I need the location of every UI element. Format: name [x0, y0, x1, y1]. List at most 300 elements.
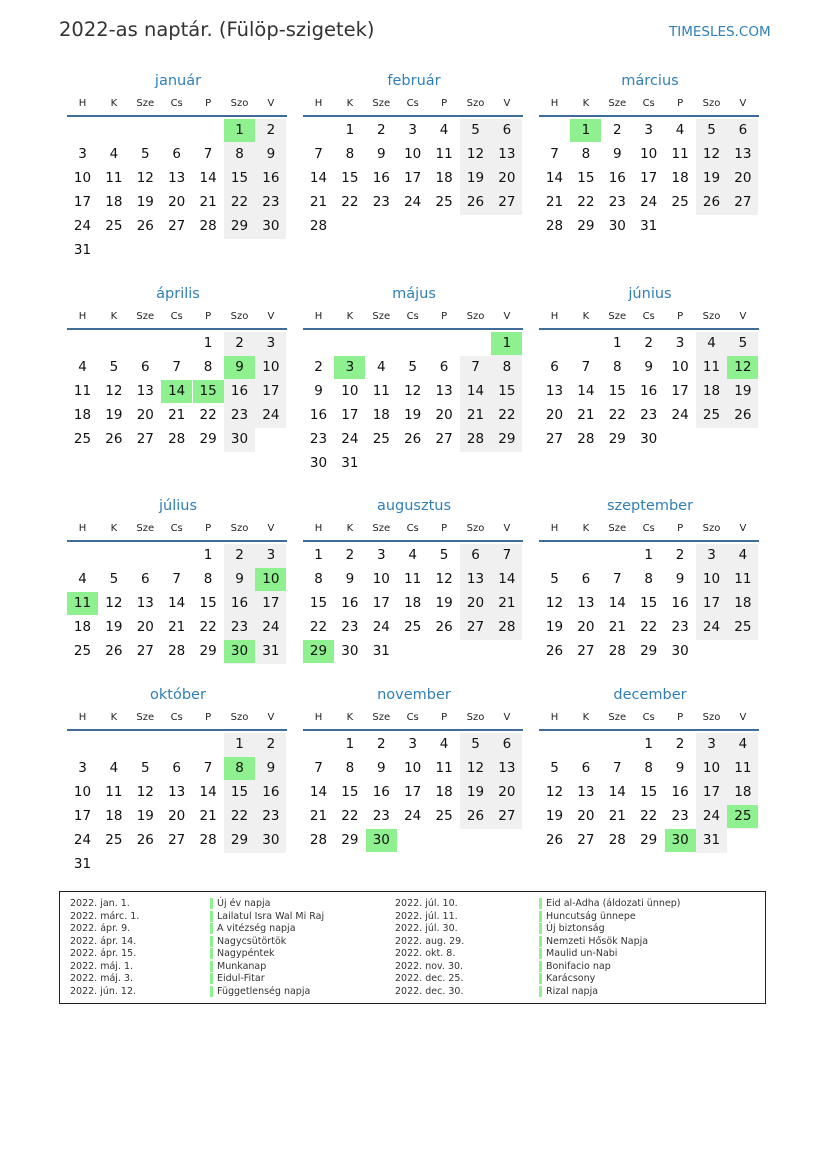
month-name: január — [154, 73, 202, 89]
day-cell: 5 — [550, 571, 559, 587]
day-cell: 4 — [707, 335, 716, 351]
day-cell: 28 — [577, 431, 595, 447]
weekday-header: P — [441, 311, 448, 322]
weekday-header: K — [582, 712, 590, 723]
day-cell: 13 — [435, 383, 453, 399]
day-cell: 8 — [613, 359, 622, 375]
day-cell: 2 — [266, 736, 276, 752]
day-cell: 15 — [309, 595, 328, 611]
holiday-date: 2022. júl. 11. — [395, 910, 458, 922]
day-cell: 27 — [435, 431, 453, 447]
weekday-header: Cs — [170, 712, 183, 723]
day-cell: 30 — [608, 218, 626, 234]
day-cell: 20 — [136, 407, 154, 423]
weekday-header: K — [582, 523, 590, 534]
day-cell: 20 — [435, 407, 453, 423]
day-cell: 22 — [230, 194, 249, 210]
holiday-name: Eid al-Adha (áldozati ünnep) — [539, 898, 680, 909]
weekday-header: K — [346, 523, 354, 534]
weekday-header: K — [582, 311, 590, 322]
holiday-date: 2022. ápr. 15. — [70, 948, 137, 959]
day-cell: 23 — [608, 194, 626, 210]
day-cell: 20 — [168, 808, 186, 824]
day-cell: 30 — [341, 643, 359, 659]
day-cell: 20 — [498, 784, 516, 800]
day-cell: 11 — [73, 383, 92, 399]
day-cell: 16 — [230, 595, 249, 611]
month-name: február — [387, 73, 441, 89]
day-cell: 9 — [675, 571, 685, 587]
day-cell: 12 — [404, 383, 422, 399]
day-cell: 2 — [377, 122, 386, 138]
weekday-header: V — [267, 311, 275, 322]
holiday-name: Huncutság ünnepe — [539, 911, 636, 922]
day-cell: 10 — [702, 760, 721, 776]
day-cell: 25 — [404, 619, 422, 635]
day-cell: 22 — [230, 808, 249, 824]
weekday-header: Cs — [642, 98, 655, 109]
day-cell: 19 — [734, 383, 752, 399]
weekday-header: K — [110, 98, 118, 109]
weekday-header: Sze — [608, 311, 627, 322]
day-cell: 26 — [136, 832, 154, 848]
day-cell: 8 — [235, 146, 244, 162]
day-cell: 9 — [613, 146, 622, 162]
day-cell: 3 — [408, 736, 417, 752]
day-cell: 7 — [613, 571, 622, 587]
holiday-date: 2022. júl. 10. — [395, 898, 458, 909]
day-cell: 23 — [671, 808, 689, 824]
weekday-header: P — [677, 712, 684, 723]
day-cell: 17 — [640, 170, 658, 186]
day-cell: 2 — [644, 335, 653, 351]
day-cell: 1 — [613, 335, 622, 351]
day-cell: 28 — [309, 218, 328, 234]
holiday-name: Függetlenség napja — [210, 986, 310, 997]
day-cell: 21 — [309, 808, 328, 824]
weekday-header: Szo — [230, 523, 249, 534]
day-cell: 4 — [377, 359, 386, 375]
day-cell: 22 — [640, 619, 658, 635]
day-cell: 11 — [702, 359, 721, 375]
site-link[interactable]: TIMESLES.COM — [669, 24, 771, 40]
holiday-day: 9 — [224, 356, 255, 379]
weekday-header: V — [503, 98, 511, 109]
day-cell: 30 — [262, 832, 280, 848]
day-cell: 10 — [702, 571, 721, 587]
day-cell: 28 — [545, 218, 564, 234]
day-cell: 29 — [608, 431, 626, 447]
day-cell: 19 — [404, 407, 422, 423]
day-cell: 21 — [168, 407, 186, 423]
day-cell: 6 — [502, 122, 512, 138]
day-cell: 23 — [262, 808, 280, 824]
weekday-header: Szo — [230, 311, 249, 322]
day-cell: 1 — [345, 122, 355, 138]
weekday-header: V — [739, 98, 747, 109]
weekday-header: K — [110, 712, 118, 723]
holiday-name: Új biztonság — [539, 923, 605, 934]
day-cell: 8 — [644, 760, 653, 776]
weekday-header: V — [503, 311, 511, 322]
day-cell: 7 — [613, 760, 622, 776]
holiday-date: 2022. dec. 25. — [395, 973, 464, 984]
day-cell: 6 — [172, 760, 181, 776]
day-cell: 5 — [550, 760, 559, 776]
day-cell: 1 — [644, 547, 653, 563]
month-name: szeptember — [606, 498, 694, 514]
day-cell: 11 — [435, 146, 453, 162]
day-cell: 10 — [372, 571, 390, 587]
day-cell: 7 — [172, 571, 181, 587]
weekday-header: Cs — [642, 523, 655, 534]
weekday-header: V — [739, 712, 747, 723]
day-cell: 24 — [404, 194, 422, 210]
day-cell: 10 — [404, 760, 422, 776]
day-cell: 3 — [78, 760, 87, 776]
day-cell: 22 — [577, 194, 595, 210]
month-divider — [67, 328, 287, 330]
day-cell: 13 — [136, 595, 154, 611]
day-cell: 21 — [608, 808, 626, 824]
day-cell: 30 — [230, 431, 249, 447]
month-divider — [67, 115, 287, 117]
day-cell: 29 — [199, 431, 217, 447]
weekday-header: K — [110, 523, 118, 534]
weekday-header: V — [503, 712, 511, 723]
day-cell: 7 — [172, 359, 181, 375]
weekday-header: H — [78, 712, 87, 723]
day-cell: 22 — [341, 194, 359, 210]
day-cell: 22 — [640, 808, 658, 824]
holiday-name: Nagypéntek — [210, 948, 275, 959]
weekday-header: V — [739, 523, 747, 534]
day-cell: 8 — [345, 146, 355, 162]
day-cell: 13 — [168, 170, 186, 186]
day-cell: 27 — [498, 808, 516, 824]
day-cell: 30 — [262, 218, 280, 234]
day-cell: 2 — [266, 122, 276, 138]
day-cell: 19 — [545, 808, 564, 824]
day-cell: 26 — [545, 643, 564, 659]
day-cell: 1 — [644, 736, 653, 752]
day-cell: 20 — [498, 170, 516, 186]
holiday-date: 2022. nov. 30. — [395, 960, 464, 972]
day-cell: 15 — [577, 170, 595, 186]
day-cell: 11 — [404, 571, 422, 587]
weekday-header: Sze — [372, 311, 391, 322]
day-cell: 16 — [640, 383, 658, 399]
day-cell: 29 — [577, 218, 595, 234]
weekday-header: H — [550, 311, 559, 322]
day-cell: 27 — [136, 431, 154, 447]
day-cell: 19 — [702, 170, 721, 186]
month-name: június — [628, 286, 672, 302]
day-cell: 27 — [577, 832, 595, 848]
day-cell: 23 — [640, 407, 658, 423]
day-cell: 26 — [404, 431, 422, 447]
day-cell: 17 — [404, 170, 422, 186]
day-cell: 13 — [577, 595, 595, 611]
weekday-header: V — [503, 523, 511, 534]
day-cell: 3 — [78, 146, 87, 162]
day-cell: 24 — [73, 832, 92, 848]
day-cell: 11 — [435, 760, 453, 776]
day-cell: 22 — [608, 407, 626, 423]
day-cell: 15 — [640, 595, 658, 611]
month-name: december — [613, 687, 687, 703]
holiday-date: 2022. dec. 30. — [395, 985, 464, 997]
day-cell: 16 — [671, 595, 689, 611]
day-cell: 12 — [545, 595, 564, 611]
day-cell: 10 — [262, 359, 280, 375]
day-cell: 13 — [498, 760, 516, 776]
day-cell: 26 — [466, 194, 485, 210]
day-cell: 15 — [199, 595, 217, 611]
day-cell: 26 — [734, 407, 752, 423]
weekday-header: Cs — [642, 311, 655, 322]
day-cell: 19 — [466, 784, 485, 800]
day-cell: 23 — [262, 194, 280, 210]
day-cell: 20 — [577, 619, 595, 635]
weekday-header: P — [441, 712, 448, 723]
day-cell: 20 — [545, 407, 564, 423]
day-cell: 12 — [105, 383, 123, 399]
day-cell: 5 — [109, 571, 119, 587]
weekday-header: Sze — [372, 98, 391, 109]
day-cell: 16 — [262, 170, 280, 186]
day-cell: 13 — [168, 784, 186, 800]
day-cell: 9 — [235, 571, 244, 587]
holiday-name: Nemzeti Hősök Napja — [539, 936, 648, 947]
day-cell: 15 — [341, 784, 359, 800]
day-cell: 21 — [466, 407, 485, 423]
day-cell: 4 — [109, 760, 119, 776]
day-cell: 5 — [408, 359, 417, 375]
day-cell: 23 — [372, 194, 390, 210]
month-divider — [539, 729, 759, 731]
day-cell: 8 — [345, 760, 355, 776]
day-cell: 26 — [545, 832, 564, 848]
weekday-header: H — [314, 311, 323, 322]
day-cell: 16 — [230, 383, 249, 399]
day-cell: 26 — [435, 619, 453, 635]
holiday-date: 2022. márc. 1. — [70, 910, 140, 922]
day-cell: 26 — [105, 643, 123, 659]
day-cell: 21 — [199, 808, 217, 824]
weekday-header: Cs — [170, 98, 183, 109]
day-cell: 14 — [168, 595, 186, 611]
day-cell: 18 — [435, 784, 453, 800]
day-cell: 9 — [377, 760, 386, 776]
day-cell: 11 — [105, 784, 123, 800]
holiday-name: Eidul-Fitar — [210, 973, 265, 984]
day-cell: 17 — [372, 595, 390, 611]
weekday-header: K — [346, 712, 354, 723]
day-cell: 9 — [644, 359, 653, 375]
weekday-header: Szo — [466, 311, 485, 322]
weekday-header: H — [314, 712, 323, 723]
weekday-header: Sze — [608, 712, 627, 723]
day-cell: 31 — [262, 643, 280, 659]
day-cell: 10 — [640, 146, 658, 162]
holiday-day: 30 — [665, 829, 696, 852]
weekday-header: H — [314, 98, 323, 109]
day-cell: 2 — [314, 359, 323, 375]
month-divider — [539, 328, 759, 330]
day-cell: 11 — [372, 383, 390, 399]
day-cell: 8 — [581, 146, 591, 162]
day-cell: 12 — [136, 170, 154, 186]
day-cell: 1 — [314, 547, 323, 563]
weekday-header: Cs — [406, 311, 419, 322]
weekday-header: H — [78, 311, 87, 322]
day-cell: 2 — [675, 547, 685, 563]
weekday-header: H — [550, 523, 559, 534]
day-cell: 3 — [266, 335, 276, 351]
day-cell: 19 — [136, 194, 154, 210]
day-cell: 20 — [734, 170, 752, 186]
day-cell: 6 — [471, 547, 480, 563]
holiday-day: 1 — [570, 119, 601, 142]
day-cell: 8 — [203, 359, 213, 375]
day-cell: 30 — [671, 643, 689, 659]
weekday-header: Cs — [406, 712, 419, 723]
weekday-header: Cs — [642, 712, 655, 723]
weekday-header: Cs — [406, 523, 419, 534]
day-cell: 25 — [435, 808, 453, 824]
month-name: március — [621, 73, 679, 89]
day-cell: 25 — [702, 407, 721, 423]
day-cell: 24 — [372, 619, 390, 635]
day-cell: 6 — [581, 760, 591, 776]
day-cell: 14 — [577, 383, 595, 399]
day-cell: 31 — [372, 643, 390, 659]
day-cell: 6 — [172, 146, 181, 162]
day-cell: 14 — [608, 784, 626, 800]
weekday-header: P — [205, 712, 212, 723]
day-cell: 14 — [199, 784, 217, 800]
day-cell: 19 — [545, 619, 564, 635]
day-cell: 8 — [314, 571, 323, 587]
holiday-day: 1 — [224, 119, 255, 142]
weekday-header: Sze — [136, 712, 155, 723]
day-cell: 9 — [377, 146, 386, 162]
day-cell: 15 — [230, 784, 249, 800]
weekday-header: Szo — [702, 311, 721, 322]
weekday-header: V — [739, 311, 747, 322]
weekday-header: Sze — [608, 523, 627, 534]
day-cell: 29 — [341, 832, 359, 848]
day-cell: 29 — [230, 218, 249, 234]
weekday-header: Cs — [406, 98, 419, 109]
day-cell: 16 — [262, 784, 280, 800]
weekday-header: Szo — [466, 98, 485, 109]
day-cell: 2 — [235, 547, 244, 563]
day-cell: 24 — [702, 808, 721, 824]
day-cell: 15 — [640, 784, 658, 800]
day-cell: 6 — [141, 571, 150, 587]
day-cell: 31 — [702, 832, 721, 848]
weekday-header: P — [205, 98, 212, 109]
day-cell: 3 — [707, 547, 716, 563]
day-cell: 10 — [73, 170, 92, 186]
day-cell: 28 — [168, 431, 186, 447]
day-cell: 5 — [141, 760, 150, 776]
day-cell: 28 — [309, 832, 328, 848]
day-cell: 15 — [341, 170, 359, 186]
weekday-header: P — [677, 98, 684, 109]
day-cell: 27 — [168, 218, 186, 234]
day-cell: 16 — [372, 170, 390, 186]
day-cell: 5 — [439, 547, 449, 563]
day-cell: 30 — [640, 431, 658, 447]
day-cell: 30 — [309, 455, 328, 471]
weekday-header: K — [346, 98, 354, 109]
holiday-name: Új év napja — [210, 898, 270, 909]
day-cell: 3 — [266, 547, 276, 563]
day-cell: 28 — [199, 218, 217, 234]
day-cell: 15 — [608, 383, 626, 399]
holiday-date: 2022. júl. 30. — [395, 923, 458, 934]
day-cell: 4 — [439, 122, 449, 138]
day-cell: 28 — [199, 832, 217, 848]
day-cell: 17 — [702, 595, 721, 611]
day-cell: 29 — [498, 431, 516, 447]
day-cell: 15 — [230, 170, 249, 186]
day-cell: 19 — [105, 619, 123, 635]
holiday-day: 30 — [224, 640, 255, 663]
day-cell: 19 — [136, 808, 154, 824]
day-cell: 5 — [141, 146, 150, 162]
day-cell: 27 — [577, 643, 595, 659]
weekday-header: Szo — [466, 712, 485, 723]
day-cell: 28 — [466, 431, 485, 447]
holiday-date: 2022. máj. 1. — [70, 960, 134, 972]
weekday-header: P — [677, 311, 684, 322]
day-cell: 5 — [471, 736, 480, 752]
weekday-header: H — [550, 98, 559, 109]
day-cell: 24 — [702, 619, 721, 635]
day-cell: 23 — [372, 808, 390, 824]
month-divider — [303, 115, 523, 117]
weekday-header: Szo — [230, 712, 249, 723]
day-cell: 24 — [262, 407, 280, 423]
day-cell: 1 — [345, 736, 355, 752]
day-cell: 19 — [105, 407, 123, 423]
day-cell: 11 — [671, 146, 689, 162]
day-cell: 16 — [671, 784, 689, 800]
day-cell: 14 — [545, 170, 564, 186]
holiday-name: Nagycsütörtök — [210, 936, 286, 947]
day-cell: 12 — [466, 146, 485, 162]
day-cell: 7 — [314, 760, 323, 776]
holiday-name: A vitézség napja — [210, 923, 296, 934]
day-cell: 25 — [73, 643, 92, 659]
day-cell: 7 — [314, 146, 323, 162]
day-cell: 13 — [498, 146, 516, 162]
day-cell: 14 — [466, 383, 485, 399]
day-cell: 12 — [136, 784, 154, 800]
day-cell: 20 — [168, 194, 186, 210]
day-cell: 11 — [105, 170, 123, 186]
day-cell: 29 — [640, 832, 658, 848]
holiday-list — [59, 891, 766, 1004]
day-cell: 5 — [738, 335, 748, 351]
day-cell: 18 — [734, 595, 752, 611]
day-cell: 26 — [105, 431, 123, 447]
weekday-header: V — [267, 98, 275, 109]
